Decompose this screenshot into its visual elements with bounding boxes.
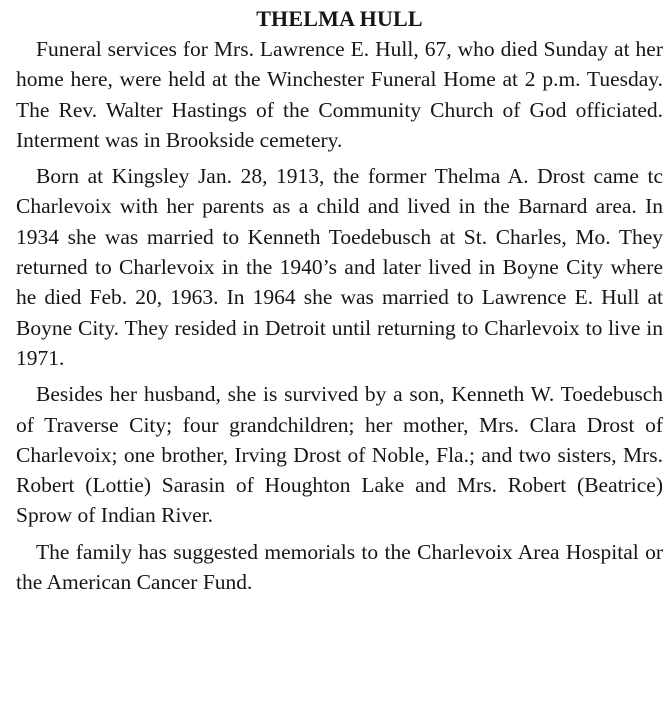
paragraph-biography: Born at Kingsley Jan. 28, 1913, the former Thelma A. Drost came tc Charlevoix with her parents as a child and lived in the Barnard area. In 1934 she was married to Kenneth Toedebusch at St. Charles, Mo. They returned to Charlevoix in the 1940’s and later lived in Boyne City where he died Feb. 20, 1963. In 1964 she was married to Lawrence E. Hull at Boyne City. They resided in Detroit until returning to Charlevoix to live in 1971. xyxy=(16,164,663,370)
obituary-headline: THELMA HULL xyxy=(256,6,423,31)
paragraph-memorials: The family has suggested memorials to the Charlevoix Area Hospital or the American Cancer Fund. xyxy=(16,539,663,595)
paragraph-funeral-services: Funeral services for Mrs. Lawrence E. Hull, 67, who died Sunday at her home here, were held at the Winchester Funeral Home at 2 p.m. Tuesday. The Rev. Walter Hastings of the Community Church of God officiated. Interment was in Brookside cemetery. xyxy=(16,37,663,152)
paragraph-survivors: Besides her husband, she is survived by a son, Kenneth W. Toedebusch of Traverse City; four grandchildren; her mother, Mrs. Clara Drost of Charlevoix; one brother, Irving Drost of Noble, Fla.; and two sisters, Mrs. Robert (Lottie) Sarasin of Houghton Lake and Mrs. Robert (Beatrice) Sprow of Indian River. xyxy=(16,382,663,528)
